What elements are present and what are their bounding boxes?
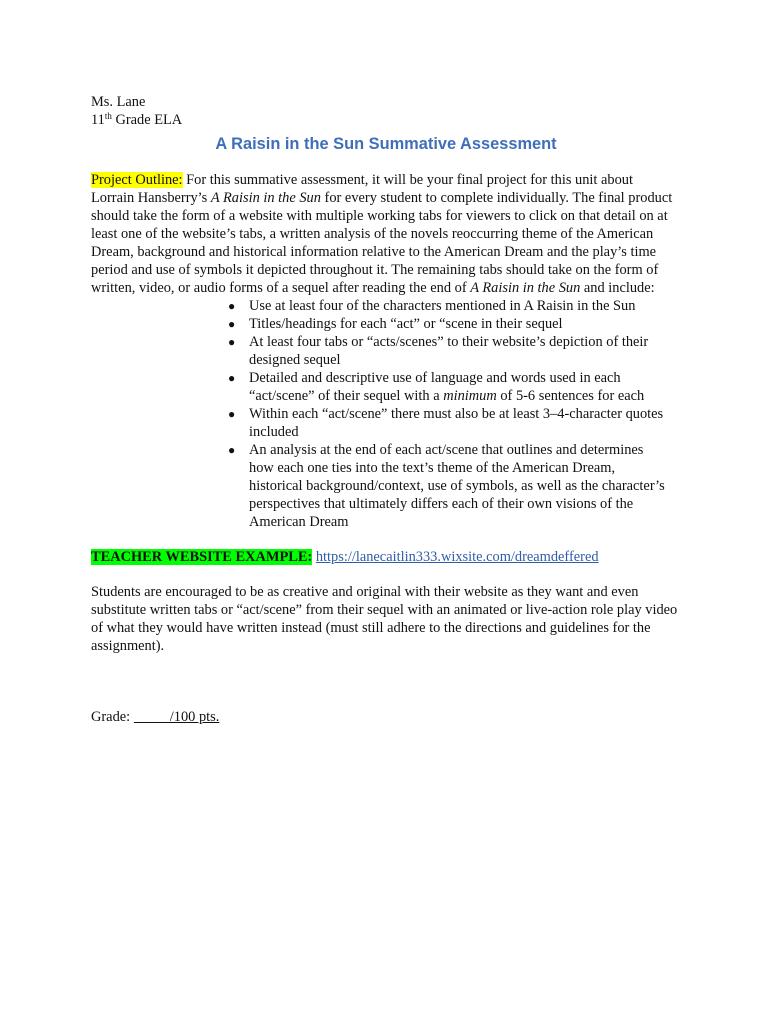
teacher-name: Ms. Lane [91,94,146,110]
outline-text-2: for every student to complete individually. The final product should take the form of a website with multiple working tabs for viewers to click on that detail on at least one of the website’s tabs, a written analysis of the novels reoccurring theme of the American Dream, background and historical information relative to the American Dream and the play’s time period and use of symbols it depicted throughout it. The remaining tabs should take on the form of written, video, or audio forms of a sequel after reading the end of [91,190,673,296]
list-item: ● Use at least four of the characters mentioned in A Raisin in the Sun [228,298,636,314]
outline-text-1: For this summative assessment, it will be your final project for this unit about Lorrain Hansberry’s [91,172,633,206]
project-outline [91,171,679,297]
encouragement-paragraph: Students are encouraged to be as creative and original with their website as they want and even substitute written tabs or “act/scene” from their sequel with an animated or live-action role play video of what they would have written instead (must still adhere to the directions and guidelines for the assignment). [91,584,678,654]
teacher-website-example [91,548,681,566]
list-item: ● At least four tabs or “acts/scenes” to their website’s depiction of their designed sequel [228,334,649,368]
class-name [91,111,681,129]
grade-subject: Grade ELA [111,112,183,128]
bullet-icon: ● [228,299,236,313]
grade-blank [134,710,170,723]
document-page [91,93,681,726]
outline-book-title-1: A Raisin in the Sun [210,190,321,206]
bullet-icon: ● [228,317,236,331]
example-website-link[interactable]: https://lanecaitlin333.wixsite.com/dreamdeffered [315,549,599,565]
bullet-icon: ● [228,443,236,457]
grade-suffix: th [104,111,112,121]
list-item: ● Detailed and descriptive use of language and words used in each “act/scene” of their sequel with a minimum of 5-6 sentences for each [228,370,645,404]
bullet-icon: ● [228,407,236,421]
grade-line [91,708,681,726]
project-outline-label: Project Outline: [91,172,183,188]
grade-label: Grade: [91,709,134,725]
list-item: ● An analysis at the end of each act/scene that outlines and determines how each one ties into the text’s theme of the American Dream, historical background/context, use of symbols, as well as the character’s perspectives that ultimately differs each of their own visions of the American Dream [228,442,665,530]
example-label: TEACHER WEBSITE EXAMPLE: [91,549,313,565]
requirements-list [228,297,668,531]
list-item: ● Within each “act/scene” there must also be at least 3–4-character quotes included [228,406,664,440]
bullet-icon: ● [228,335,236,349]
outline-text-3: and include: [580,280,655,296]
list-item: ● Titles/headings for each “act” or “scene in their sequel [228,316,563,332]
bullet-icon: ● [228,371,236,385]
grade-total: /100 pts. [169,709,220,725]
grade-number: 11 [91,112,105,128]
document-title: A Raisin in the Sun Summative Assessment [215,135,557,153]
outline-book-title-2: A Raisin in the Sun [470,280,581,296]
